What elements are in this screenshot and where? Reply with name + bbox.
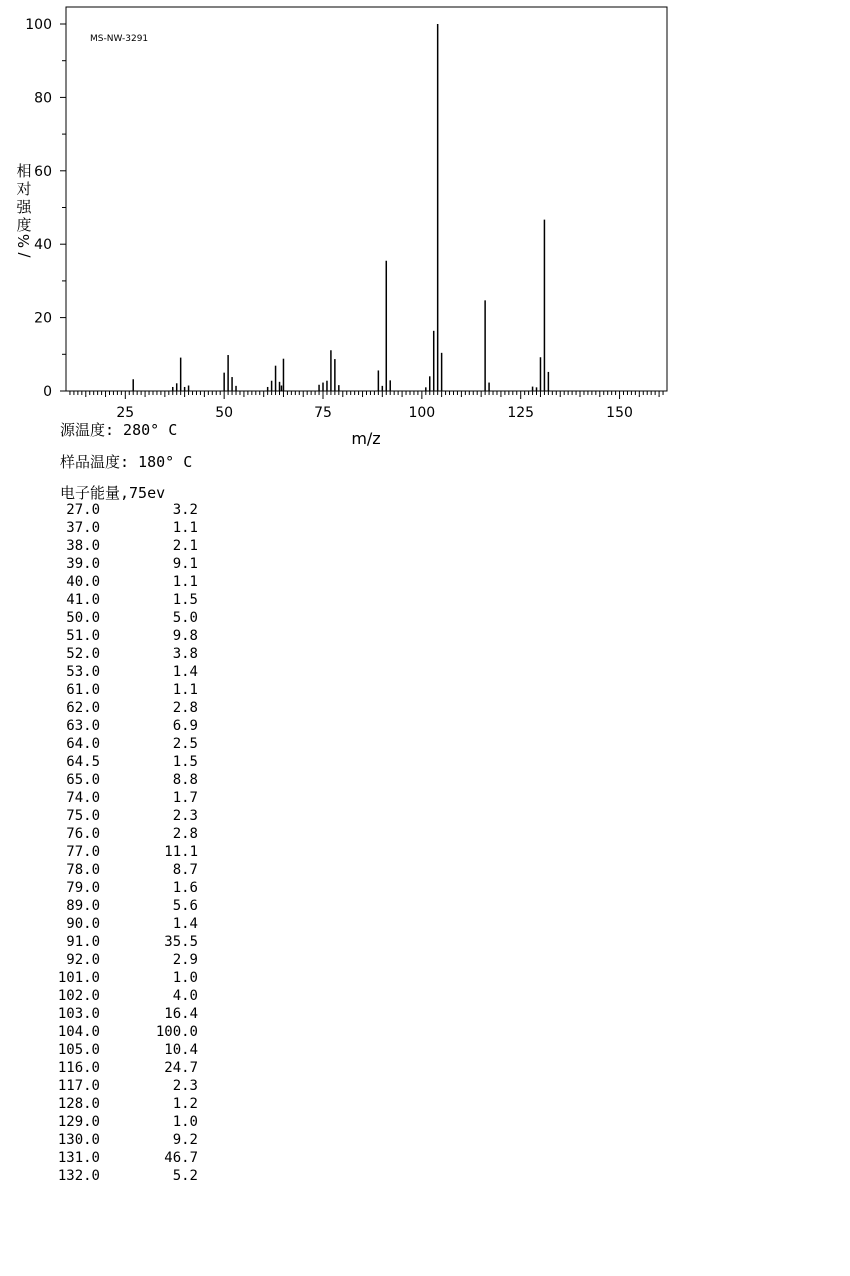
peak-row — [48, 897, 218, 915]
y-axis-label — [14, 162, 34, 262]
peak-intensity: 2.3 — [172, 808, 198, 824]
peak-intensity: 9.2 — [172, 1132, 198, 1148]
peak-row — [48, 969, 218, 987]
peak-intensity: 24.7 — [164, 1060, 198, 1076]
peak-intensity: 1.0 — [172, 1114, 198, 1130]
peak-intensity: 9.1 — [172, 556, 198, 572]
mass-spectrum-chart — [0, 0, 850, 450]
peak-row — [48, 555, 218, 573]
peak-mz: 92.0 — [66, 952, 100, 968]
peak-intensity: 2.5 — [172, 736, 198, 752]
x-tick-label: 50 — [215, 405, 234, 421]
peak-mz: 64.0 — [66, 736, 100, 752]
peak-row — [48, 1095, 218, 1113]
peak-mz: 117.0 — [57, 1078, 100, 1094]
x-tick-label: 125 — [507, 405, 535, 421]
peak-intensity: 5.6 — [172, 898, 198, 914]
peak-row — [48, 1113, 218, 1131]
peak-mz: 76.0 — [66, 826, 100, 842]
peak-row — [48, 537, 218, 555]
peak-intensity: 11.1 — [164, 844, 198, 860]
peak-mz: 131.0 — [57, 1150, 100, 1166]
peak-row — [48, 1023, 218, 1041]
x-tick-label: 75 — [314, 405, 332, 421]
y-axis-label-char: 相 — [16, 162, 32, 180]
peak-intensity: 2.1 — [172, 538, 198, 554]
peak-intensity: 1.6 — [172, 880, 198, 896]
peak-mz: 105.0 — [57, 1042, 100, 1058]
peak-row — [48, 915, 218, 933]
peak-intensity: 9.8 — [172, 628, 198, 644]
peak-mz: 103.0 — [57, 1006, 100, 1022]
peak-mz: 116.0 — [57, 1060, 100, 1076]
peak-intensity: 1.1 — [172, 682, 198, 698]
peak-mz: 129.0 — [57, 1114, 100, 1130]
peak-intensity: 46.7 — [164, 1150, 198, 1166]
peak-mz: 91.0 — [66, 934, 100, 950]
peak-intensity: 8.8 — [172, 772, 198, 788]
peak-row — [48, 825, 218, 843]
peak-mz: 89.0 — [66, 898, 100, 914]
peak-intensity: 1.1 — [172, 520, 198, 536]
peak-mz: 64.5 — [66, 754, 100, 770]
peak-mz: 51.0 — [66, 628, 100, 644]
peak-row — [48, 573, 218, 591]
spectrum-id-annotation: MS-NW-3291 — [90, 34, 149, 44]
peak-mz: 50.0 — [66, 610, 100, 626]
peak-mz: 77.0 — [66, 844, 100, 860]
peak-row — [48, 717, 218, 735]
y-axis-label-char: % — [15, 233, 33, 249]
peak-row — [48, 1041, 218, 1059]
peak-intensity: 10.4 — [164, 1042, 198, 1058]
y-tick-label: 100 — [25, 17, 52, 33]
peak-intensity: 2.9 — [172, 952, 198, 968]
peak-mz: 130.0 — [57, 1132, 100, 1148]
peak-row — [48, 1005, 218, 1023]
peak-row — [48, 1149, 218, 1167]
x-axis — [70, 391, 663, 421]
peak-mz: 63.0 — [66, 718, 100, 734]
electron-energy: 电子能量,75ev — [60, 484, 166, 502]
peak-row — [48, 861, 218, 879]
x-axis-label: m/z — [351, 429, 381, 448]
peak-intensity: 5.2 — [172, 1168, 198, 1184]
peak-intensity: 4.0 — [172, 988, 198, 1004]
peak-row — [48, 807, 218, 825]
peak-row — [48, 1059, 218, 1077]
peak-row — [48, 789, 218, 807]
y-axis-label-char: 度 — [16, 216, 32, 234]
peak-intensity: 1.2 — [172, 1096, 198, 1112]
x-tick-label: 25 — [116, 405, 135, 421]
peak-mz: 102.0 — [57, 988, 100, 1004]
y-tick-label: 60 — [34, 163, 52, 180]
peak-intensity: 8.7 — [172, 862, 198, 878]
peak-intensity: 3.2 — [172, 502, 198, 518]
peak-intensity: 1.0 — [172, 970, 198, 986]
peak-row — [48, 735, 218, 753]
peak-row — [48, 1131, 218, 1149]
peak-intensity: 3.8 — [172, 646, 198, 662]
peak-row — [48, 933, 218, 951]
sample-temperature: 样品温度: 180° C — [60, 453, 193, 471]
source-temperature: 源温度: 280° C — [60, 421, 178, 439]
peak-row — [48, 771, 218, 789]
peak-row — [48, 843, 218, 861]
peak-row — [48, 753, 218, 771]
peak-intensity: 16.4 — [164, 1006, 198, 1022]
peak-intensity: 35.5 — [164, 934, 198, 950]
peak-mz: 62.0 — [66, 700, 100, 716]
y-tick-label: 0 — [43, 384, 52, 400]
y-axis-label-char: / — [15, 252, 33, 258]
peak-intensity: 100.0 — [155, 1024, 198, 1040]
peak-mz: 101.0 — [57, 970, 100, 986]
peak-row — [48, 645, 218, 663]
peak-intensity: 1.5 — [172, 592, 198, 608]
peak-row — [48, 501, 218, 519]
peak-table — [48, 501, 218, 1185]
peak-intensity: 1.4 — [172, 664, 198, 680]
peak-intensity: 1.5 — [172, 754, 198, 770]
peak-row — [48, 699, 218, 717]
peak-mz: 40.0 — [66, 574, 100, 590]
peak-row — [48, 627, 218, 645]
peak-row — [48, 591, 218, 609]
peak-row — [48, 1167, 218, 1185]
peak-row — [48, 609, 218, 627]
peak-row — [48, 879, 218, 897]
y-axis-label-char: 强 — [16, 198, 32, 216]
peak-intensity: 6.9 — [172, 718, 198, 734]
peak-mz: 90.0 — [66, 916, 100, 932]
peak-row — [48, 519, 218, 537]
peak-mz: 53.0 — [66, 664, 100, 680]
peak-mz: 78.0 — [66, 862, 100, 878]
y-tick-label: 20 — [34, 310, 52, 327]
x-tick-label: 150 — [606, 405, 633, 421]
peak-mz: 104.0 — [57, 1024, 100, 1040]
peak-mz: 74.0 — [66, 790, 100, 806]
peak-mz: 75.0 — [66, 808, 100, 824]
peak-mz: 37.0 — [66, 520, 100, 536]
peak-intensity: 1.4 — [172, 916, 198, 932]
x-tick-label: 100 — [408, 405, 436, 421]
peak-intensity: 1.7 — [172, 790, 198, 806]
peak-mz: 65.0 — [66, 772, 100, 788]
peak-mz: 61.0 — [66, 682, 100, 698]
peak-mz: 41.0 — [66, 592, 100, 608]
peak-mz: 132.0 — [57, 1168, 100, 1184]
peak-intensity: 5.0 — [172, 610, 198, 626]
peak-mz: 52.0 — [66, 646, 100, 662]
peak-intensity: 2.3 — [172, 1078, 198, 1094]
peak-intensity: 2.8 — [172, 826, 198, 842]
peak-mz: 79.0 — [66, 880, 100, 896]
peak-mz: 128.0 — [57, 1096, 100, 1112]
peak-mz: 38.0 — [66, 538, 100, 554]
y-tick-label: 40 — [34, 237, 52, 254]
peak-row — [48, 663, 218, 681]
spectrum-peaks — [133, 24, 548, 391]
peak-mz: 39.0 — [66, 556, 100, 572]
peak-row — [48, 951, 218, 969]
peak-mz: 27.0 — [66, 502, 100, 518]
peak-intensity: 1.1 — [172, 574, 198, 590]
peak-intensity: 2.8 — [172, 700, 198, 716]
plot-frame — [66, 7, 667, 391]
peak-row — [48, 681, 218, 699]
y-tick-label: 80 — [34, 90, 52, 107]
peak-row — [48, 987, 218, 1005]
peak-row — [48, 1077, 218, 1095]
y-axis-label-char: 对 — [16, 180, 32, 198]
